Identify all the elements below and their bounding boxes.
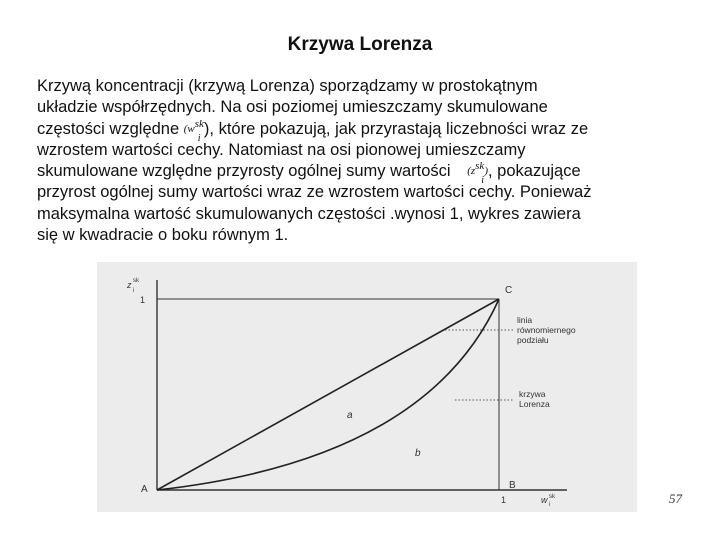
point-c-label: C <box>505 285 513 296</box>
paragraph-line-4: wzrostem wartości cechy. Natomiast na osi pionowej umieszczamy <box>37 140 526 159</box>
symbol-w-sub: i <box>197 132 201 144</box>
equality-line <box>157 299 499 490</box>
paragraph-line-5-start: skumulowane względne przyrosty ogólnej sumy wartości <box>37 162 451 181</box>
paragraph-line-7: maksymalna wartość skumulowanych częstości .wynosi 1, wykres zawiera <box>37 204 581 223</box>
lorenz-curve-figure <box>97 262 637 512</box>
cumulative-frequency-symbol <box>183 117 204 144</box>
paragraph-line-3 <box>37 117 667 144</box>
symbol-w-close: ) <box>203 119 210 138</box>
symbol-w-open: (w <box>183 122 195 135</box>
symbol-z-sup: sk <box>475 160 485 173</box>
x-tick-one: 1 <box>501 495 507 505</box>
equality-legend-line-1: linia <box>517 315 533 325</box>
lorenz-legend-line-1: krzywa <box>519 389 546 399</box>
equality-legend-line-3: podziału <box>517 335 549 345</box>
point-b-label: B <box>509 480 516 491</box>
paragraph-line-1: Krzywą koncentracji (krzywą Lorenza) sporządzamy w prostokątnym <box>37 77 538 95</box>
paragraph-line-5 <box>37 160 667 187</box>
point-a-label: A <box>141 484 148 495</box>
x-axis-label-sub: i <box>549 502 551 508</box>
x-axis-label: w <box>541 495 548 505</box>
paragraph-line-3-end: , które pokazują, jak przyrastają liczebności wraz ze <box>209 119 589 138</box>
y-axis-label: z <box>127 280 132 290</box>
slide-title: Krzywa Lorenza <box>287 34 433 55</box>
paragraph-line-5-end: , pokazujące <box>488 162 581 181</box>
symbol-z-close: ) <box>484 165 488 178</box>
equality-legend-line-2: równomiernego <box>517 325 576 335</box>
y-axis-label-sub: i <box>133 288 135 294</box>
paragraph-line-8: się w kwadracie o boku równym 1. <box>37 226 289 245</box>
lorenz-curve-diagram <box>97 262 637 512</box>
y-tick-one: 1 <box>140 295 146 305</box>
paragraph-line-3-start: częstości względne <box>37 119 180 138</box>
paragraph-line-2: układzie współrzędnych. Na osi poziomej umieszczamy skumulowane <box>37 98 548 117</box>
symbol-z-open: (z <box>467 165 476 178</box>
x-axis-label-sup: sk <box>549 494 555 500</box>
region-a-label: a <box>347 410 353 421</box>
region-b-label: b <box>415 448 421 459</box>
lorenz-legend-line-2: Lorenza <box>519 399 550 409</box>
paragraph-line-6: przyrost ogólnej sumy wartości wraz ze wzrostem wartości cechy. Ponieważ <box>37 183 592 202</box>
y-axis-label-sup: sk <box>133 278 139 284</box>
cumulative-value-symbol <box>467 160 488 187</box>
description-paragraph <box>37 76 667 246</box>
symbol-w-sup: sk <box>194 117 204 130</box>
page-number: 57 <box>669 491 682 506</box>
symbol-z-sub: i <box>481 175 484 187</box>
